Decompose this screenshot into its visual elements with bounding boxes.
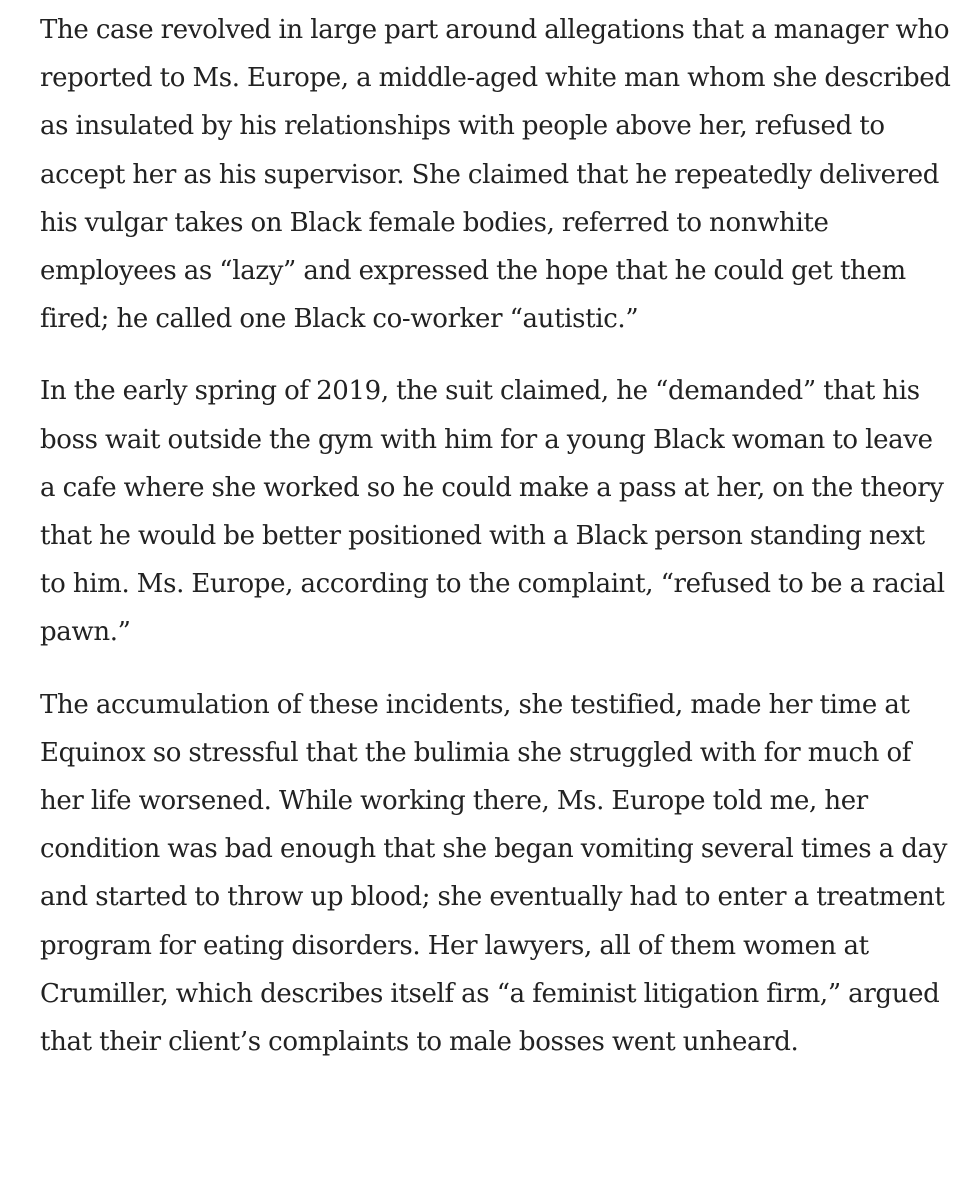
paragraph-health-impact: The accumulation of these incidents, she testified, made her time at Equinox so stressful that the bulimia she struggled with for much of her life worsened. While working there, Ms. Europe told me, her condition was bad enough that she began vomiting several times a day and started to throw up blood; she eventually had to enter a treatment program for eating disorders. Her lawyers, all of them women at Crumiller, which describes itself as “a feminist litigation firm,” argued that their client’s complaints to male bosses went unheard. — [40, 689, 948, 1058]
paragraph-allegations: The case revolved in large part around allegations that a manager who reported to Ms. Europe, a middle-aged white man whom she described as insulated by his relationships with people above her, refused to accept her as his supervisor. She claimed that he repeatedly delivered his vulgar takes on Black female bodies, referred to nonwhite employees as “lazy” and expressed the hope that he could get them fired; he called one Black co-worker “autistic.” — [40, 15, 951, 335]
article-body — [40, 6, 952, 1090]
paragraph-gym-incident: In the early spring of 2019, the suit claimed, he “demanded” that his boss wait outside the gym with him for a young Black woman to leave a cafe where she worked so he could make a pass at her, on the theory that he would be better positioned with a Black person standing next to him. Ms. Europe, according to the complaint, “refused to be a racial pawn.” — [40, 376, 945, 648]
